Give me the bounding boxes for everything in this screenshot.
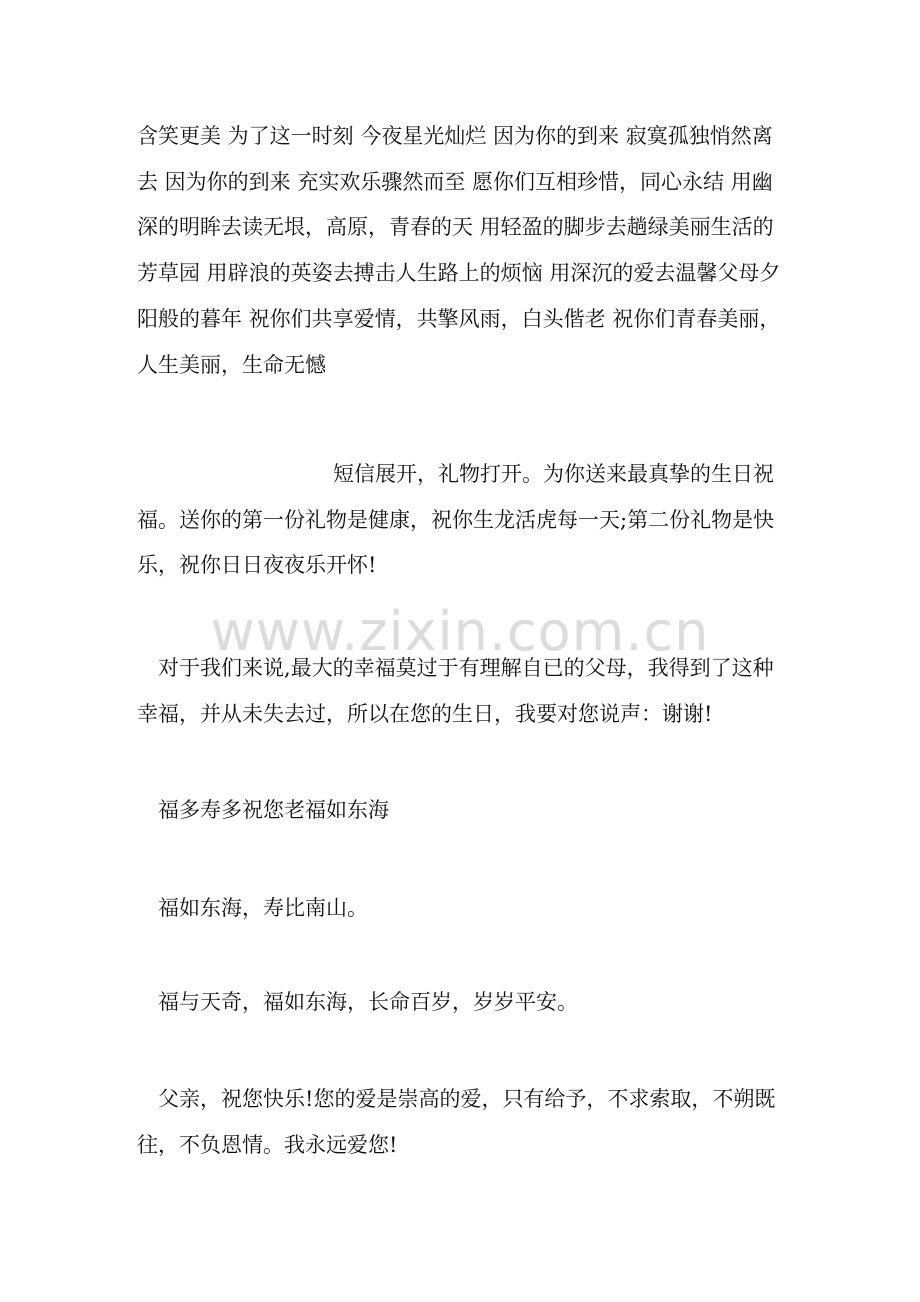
paragraph-birthday-sms: 短信展开，礼物打开。为你送来最真挚的生日祝福。送你的第一份礼物是健康，祝你生龙活虎每一天;第二份礼物是快乐，祝你日日夜夜乐开怀! bbox=[137, 462, 775, 578]
paragraph-parents-thanks: 对于我们来说,最大的幸福莫过于有理解自已的父母，我得到了这种幸福，并从未失去过，所以在您的生日，我要对您说声：谢谢! bbox=[137, 656, 774, 726]
paragraph-peace-wish: 福与天奇，福如东海，长命百岁，岁岁平安。 bbox=[158, 990, 578, 1014]
watermark: www.zixin.com.cn bbox=[210, 600, 710, 663]
paragraph-father-wish: 父亲，祝您快乐!您的爱是崇高的爱，只有给予，不求索取，不朔既往，不负恩情。我永远爱您! bbox=[137, 1087, 776, 1157]
paragraph-longevity-heading: 福多寿多祝您老福如东海 bbox=[158, 798, 389, 822]
paragraph-longevity-wish: 福如东海，寿比南山。 bbox=[158, 896, 368, 920]
paragraph-blessing-poem: 含笑更美 为了这一时刻 今夜星光灿烂 因为你的到来 寂寞孤独悄然离去 因为你的到来 充实欢乐骤然而至 愿你们互相珍惜，同心永结 用幽深的明眸去读无垠，高原，青春的天 用轻盈的脚步去趟绿美丽生活的芳草园 用辟浪的英姿去搏击人生路上的烦恼 用深沉的爱去温馨父母夕阳般的暮年 祝你们共享爱情，共擎风雨，白头偕老 祝你们青春美丽，人生美丽，生命无憾 bbox=[137, 124, 781, 377]
